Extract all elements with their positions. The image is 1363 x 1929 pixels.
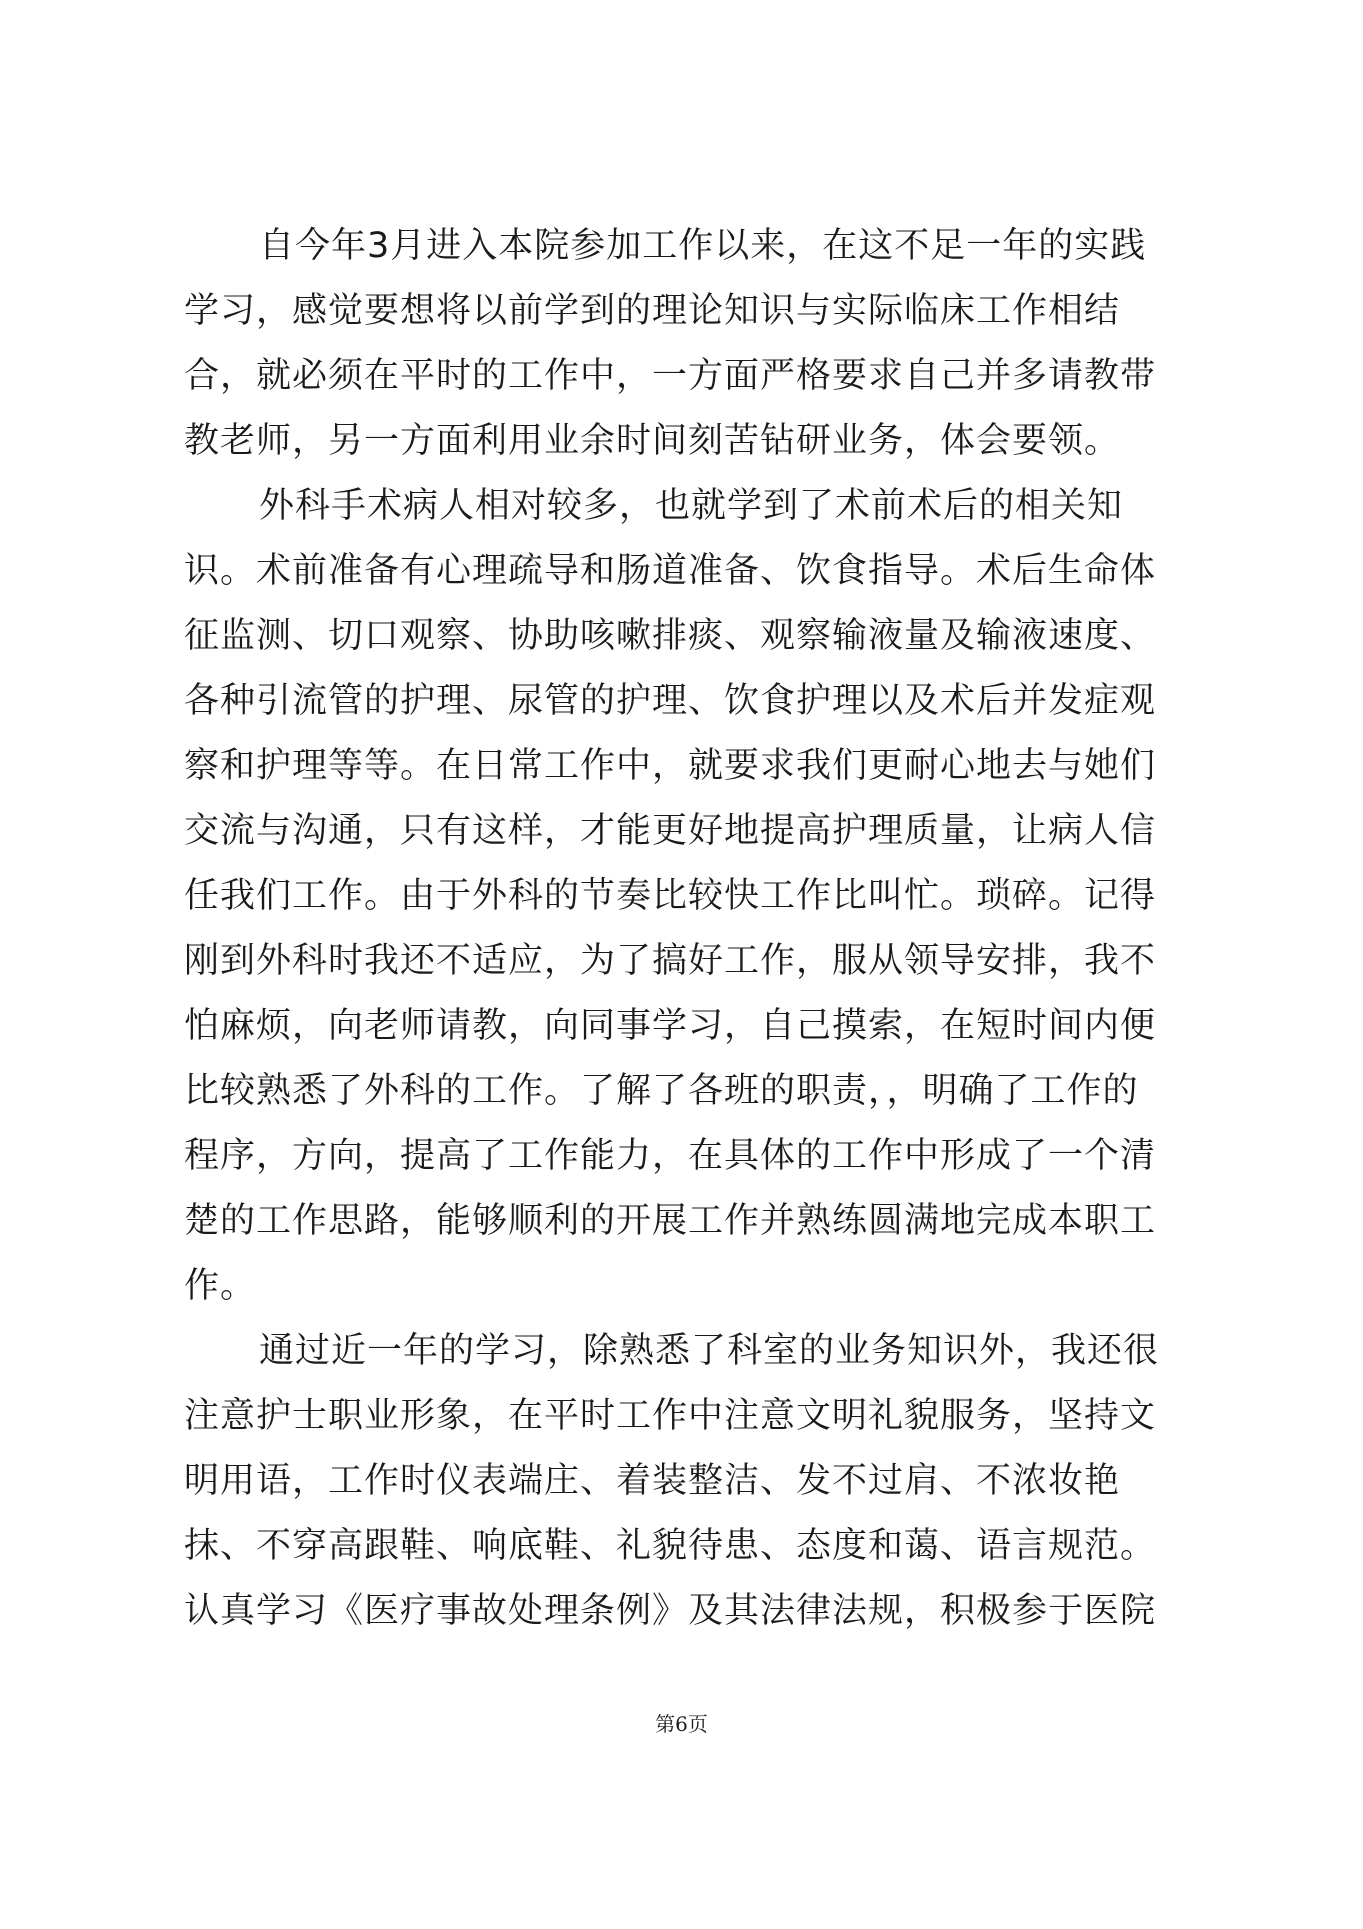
body-text [184, 214, 1180, 1644]
paragraph-1-line-4: 教老师，另一方面利用业余时间刻苦钻研业务，体会要领。 [184, 421, 1121, 461]
paragraph-3-line-5: 认真学习《医疗事故处理条例》及其法律法规，积极参于医院 [184, 1591, 1157, 1631]
paragraph-2-line-2: 识。术前准备有心理疏导和肠道准备、饮食指导。术后生命体 [184, 551, 1157, 591]
paragraph-2-line-3: 征监测、切口观察、协助咳嗽排痰、观察输液量及输液速度、 [184, 616, 1157, 656]
page-number: 第6页 [655, 1712, 708, 1736]
paragraph-3-line-1: 通过近一年的学习，除熟悉了科室的业务知识外，我还很 [259, 1331, 1160, 1371]
paragraph-2-line-10: 比较熟悉了外科的工作。了解了各班的职责，，明确了工作的 [184, 1071, 1139, 1111]
paragraph-2-line-5: 察和护理等等。在日常工作中，就要求我们更耐心地去与她们 [184, 746, 1157, 786]
paragraph-1-line-2: 学习，感觉要想将以前学到的理论知识与实际临床工作相结 [184, 291, 1121, 331]
paragraph-2-line-6: 交流与沟通，只有这样，才能更好地提高护理质量，让病人信 [184, 811, 1157, 851]
paragraph-2-line-1: 外科手术病人相对较多，也就学到了术前术后的相关知 [259, 486, 1124, 526]
paragraph-2-line-4: 各种引流管的护理、尿管的护理、饮食护理以及术后并发症观 [184, 681, 1157, 721]
paragraph-3-line-4: 抹、不穿高跟鞋、响底鞋、礼貌待患、态度和蔼、语言规范。 [184, 1526, 1157, 1566]
paragraph-2-line-11: 程序，方向，提高了工作能力，在具体的工作中形成了一个清 [184, 1136, 1157, 1176]
paragraph-3-line-2: 注意护士职业形象，在平时工作中注意文明礼貌服务，坚持文 [184, 1396, 1157, 1436]
paragraph-1-line-3: 合，就必须在平时的工作中，一方面严格要求自己并多请教带 [184, 356, 1157, 396]
paragraph-2-line-7: 任我们工作。由于外科的节奏比较快工作比叫忙。琐碎。记得 [184, 876, 1157, 916]
paragraph-2-line-12: 楚的工作思路，能够顺利的开展工作并熟练圆满地完成本职工 [184, 1201, 1157, 1241]
paragraph-2-line-13: 作。 [184, 1266, 257, 1306]
paragraph-1-line-1: 自今年3月进入本院参加工作以来，在这不足一年的实践 [259, 226, 1147, 266]
paragraph-2-line-8: 刚到外科时我还不适应，为了搞好工作，服从领导安排，我不 [184, 941, 1157, 981]
paragraph-3-line-3: 明用语，工作时仪表端庄、着装整洁、发不过肩、不浓妆艳 [184, 1461, 1121, 1501]
paragraph-2-line-9: 怕麻烦，向老师请教，向同事学习，自己摸索，在短时间内便 [184, 1006, 1157, 1046]
